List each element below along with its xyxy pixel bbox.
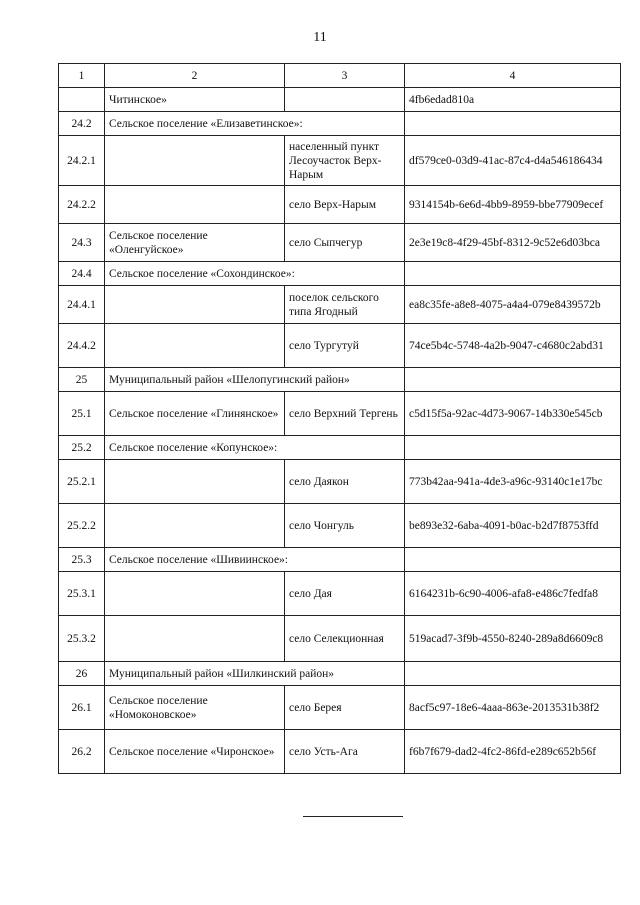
table-row (59, 572, 621, 616)
fias-code: 2e3e19c8-4f29-45bf-8312-9c52e6d03bca (405, 224, 621, 262)
settlement-name: Сельское поселение «Номоконовское» (105, 686, 285, 730)
row-number: 24.3 (59, 224, 105, 262)
locality-name: село Верх-Нарым (285, 186, 405, 224)
settlement-name (105, 136, 285, 186)
table-header-row (59, 64, 621, 88)
row-number: 24.2 (59, 112, 105, 136)
table-row (59, 186, 621, 224)
row-title: Муниципальный район «Шилкинский район» (105, 662, 405, 686)
row-number (59, 88, 105, 112)
table-row (59, 504, 621, 548)
locality-name: село Берея (285, 686, 405, 730)
settlement-name: Сельское поселение «Оленгуйское» (105, 224, 285, 262)
row-number: 24.4.1 (59, 286, 105, 324)
settlements-table (58, 63, 621, 774)
row-number: 24.2.1 (59, 136, 105, 186)
locality-name: село Даякон (285, 460, 405, 504)
fias-code (405, 262, 621, 286)
row-number: 25.3.1 (59, 572, 105, 616)
row-number: 24.4 (59, 262, 105, 286)
settlement-name (105, 460, 285, 504)
header-col-3: 3 (285, 64, 405, 88)
locality-name: село Тургутуй (285, 324, 405, 368)
row-number: 25.2 (59, 436, 105, 460)
row-title: Муниципальный район «Шелопугинский район» (105, 368, 405, 392)
table-row (59, 324, 621, 368)
table-row (59, 548, 621, 572)
header-col-1: 1 (59, 64, 105, 88)
locality-name: населенный пункт Лесоучасток Верх-Нарым (285, 136, 405, 186)
fias-code: ea8c35fe-a8e8-4075-a4a4-079e8439572b (405, 286, 621, 324)
locality-name: село Селекционная (285, 616, 405, 662)
locality-name (285, 88, 405, 112)
settlement-name: Сельское поселение «Глинянское» (105, 392, 285, 436)
fias-code (405, 662, 621, 686)
row-title: Сельское поселение «Сохондинское»: (105, 262, 405, 286)
settlement-name (105, 286, 285, 324)
fias-code: c5d15f5a-92ac-4d73-9067-14b330e545cb (405, 392, 621, 436)
table-row (59, 286, 621, 324)
row-number: 26 (59, 662, 105, 686)
settlement-name: Сельское поселение «Чиронское» (105, 730, 285, 774)
row-title: Сельское поселение «Копунское»: (105, 436, 405, 460)
fias-code: 8acf5c97-18e6-4aaa-863e-2013531b38f2 (405, 686, 621, 730)
footer-divider (303, 816, 403, 817)
table-row (59, 730, 621, 774)
table-row (59, 368, 621, 392)
row-number: 25.2.2 (59, 504, 105, 548)
locality-name: село Дая (285, 572, 405, 616)
fias-code: be893e32-6aba-4091-b0ac-b2d7f8753ffd (405, 504, 621, 548)
settlement-name (105, 572, 285, 616)
locality-name: село Верхний Тергень (285, 392, 405, 436)
header-col-4: 4 (405, 64, 621, 88)
fias-code (405, 368, 621, 392)
fias-code: f6b7f679-dad2-4fc2-86fd-e289c652b56f (405, 730, 621, 774)
fias-code: 773b42aa-941a-4de3-a96c-93140c1e17bc (405, 460, 621, 504)
fias-code: 9314154b-6e6d-4bb9-8959-bbe77909ecef (405, 186, 621, 224)
table-row (59, 88, 621, 112)
settlement-name: Читинское» (105, 88, 285, 112)
settlement-name (105, 504, 285, 548)
settlement-name (105, 324, 285, 368)
fias-code (405, 436, 621, 460)
row-number: 26.1 (59, 686, 105, 730)
row-number: 25.2.1 (59, 460, 105, 504)
table-row (59, 262, 621, 286)
row-number: 26.2 (59, 730, 105, 774)
row-number: 24.2.2 (59, 186, 105, 224)
fias-code: 6164231b-6c90-4006-afa8-e486c7fedfa8 (405, 572, 621, 616)
fias-code: 74ce5b4c-5748-4a2b-9047-c4680c2abd31 (405, 324, 621, 368)
row-title: Сельское поселение «Елизаветинское»: (105, 112, 405, 136)
table-row (59, 392, 621, 436)
table-row (59, 436, 621, 460)
row-number: 24.4.2 (59, 324, 105, 368)
header-col-2: 2 (105, 64, 285, 88)
fias-code (405, 548, 621, 572)
settlement-name (105, 186, 285, 224)
locality-name: село Чонгуль (285, 504, 405, 548)
table-row (59, 616, 621, 662)
row-number: 25.3 (59, 548, 105, 572)
row-number: 25.1 (59, 392, 105, 436)
table-row (59, 112, 621, 136)
locality-name: село Усть-Ага (285, 730, 405, 774)
page-number: 11 (313, 30, 327, 45)
table-row (59, 224, 621, 262)
settlement-name (105, 616, 285, 662)
table-row (59, 460, 621, 504)
locality-name: село Сыпчегур (285, 224, 405, 262)
fias-code: 4fb6edad810a (405, 88, 621, 112)
row-title: Сельское поселение «Шивиинское»: (105, 548, 405, 572)
row-number: 25 (59, 368, 105, 392)
table-body (59, 88, 621, 774)
table-row (59, 686, 621, 730)
table-row (59, 662, 621, 686)
fias-code: 519acad7-3f9b-4550-8240-289a8d6609c8 (405, 616, 621, 662)
table-row (59, 136, 621, 186)
fias-code: df579ce0-03d9-41ac-87c4-d4a546186434 (405, 136, 621, 186)
row-number: 25.3.2 (59, 616, 105, 662)
locality-name: поселок сельского типа Ягодный (285, 286, 405, 324)
fias-code (405, 112, 621, 136)
